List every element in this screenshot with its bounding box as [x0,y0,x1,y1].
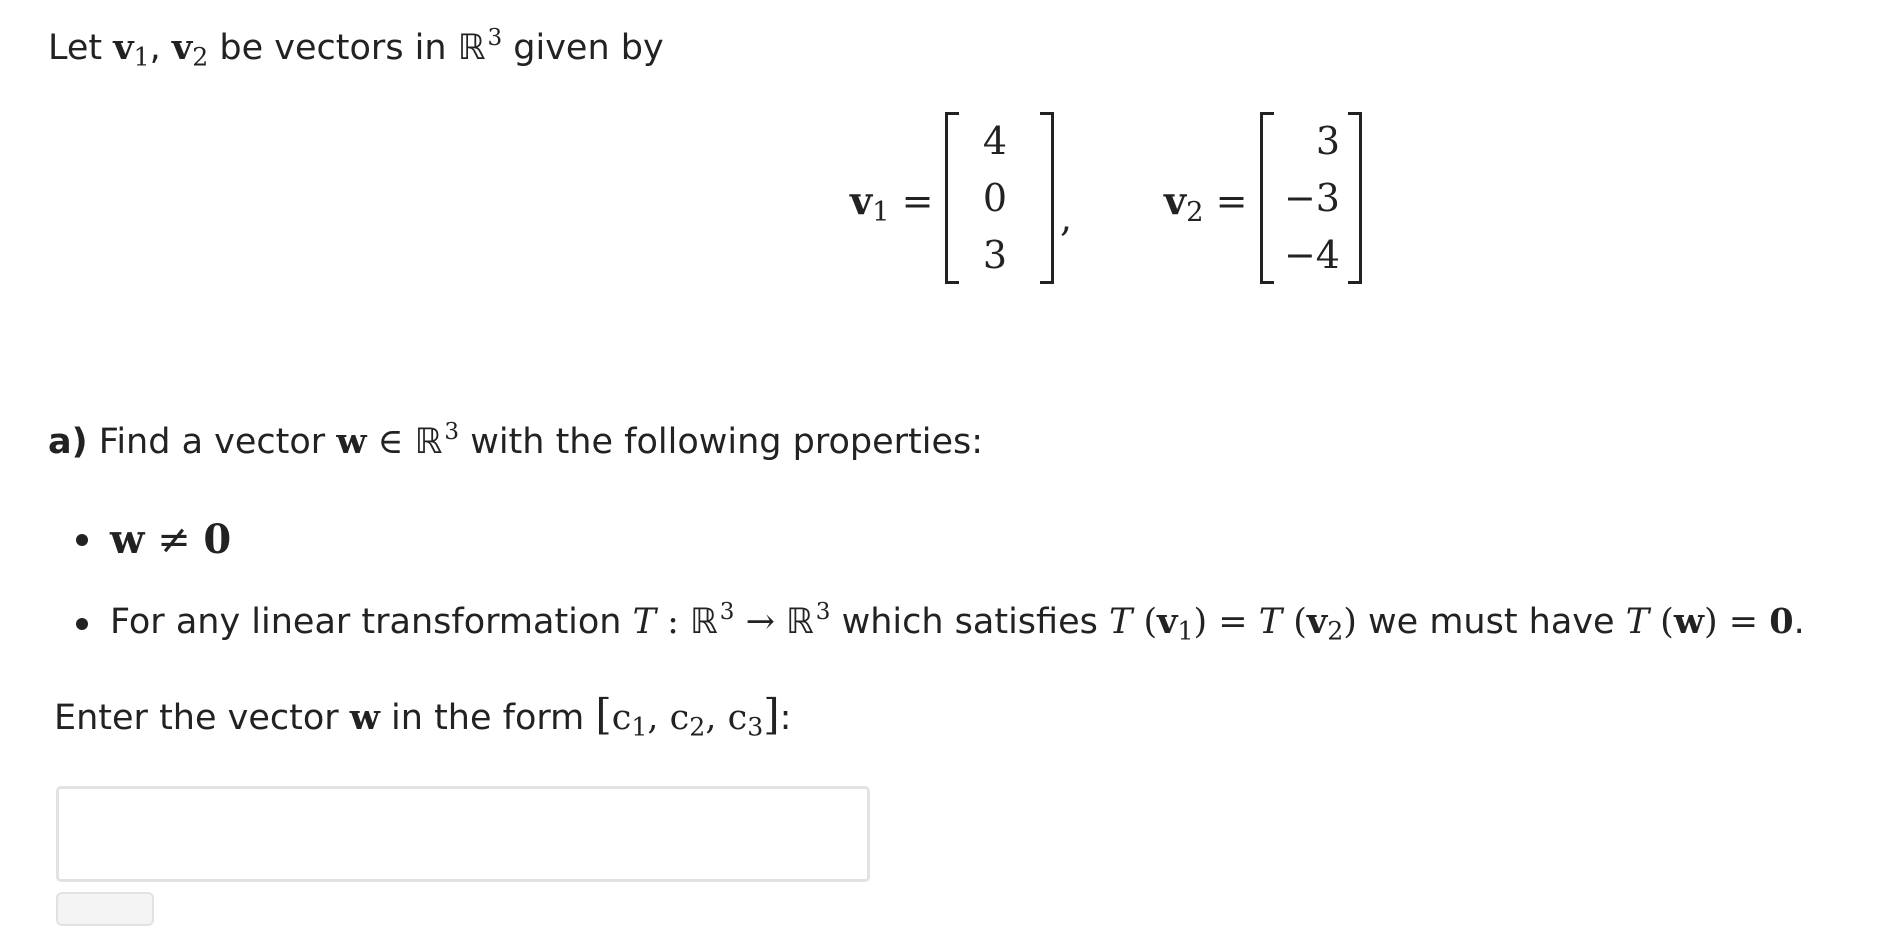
v1-symbol: v [1157,601,1178,642]
real-space-symbol: ℝ [457,28,486,68]
real-space-exponent: 3 [444,418,460,445]
vector-v1-comma: , [1060,196,1073,240]
v2-entry-3: −4 [1283,233,1340,278]
bracket-open: [ [595,690,612,739]
v1-symbol: v [113,27,134,68]
w-symbol: w [1673,601,1704,642]
vector-v1-label [850,178,934,228]
vector-v2-equals: = [1215,179,1248,223]
vector-v1-name: v [850,178,873,223]
separator: , [705,698,728,738]
w-symbol: w [110,516,145,563]
v2-symbol: v [171,27,193,68]
separator: , [647,698,670,738]
left-bracket [1260,112,1274,284]
equals-symbol: = [1207,602,1259,642]
c1-subscript: 1 [631,712,648,742]
intro-separator: , [149,28,172,68]
vector-v2-entries [1274,112,1340,284]
sentence-period: . [1793,602,1805,642]
enter-colon: : [779,698,792,738]
property-item-nonzero [76,516,232,563]
right-bracket [1040,112,1054,284]
left-bracket [945,112,959,284]
colon-symbol: : [655,602,691,642]
part-a-prompt [48,418,984,462]
v2-symbol: v [1306,601,1328,642]
enter-mid: in the form [379,698,596,738]
paren-close: ) [1703,602,1718,642]
arrow-icon: → [734,602,787,642]
enter-lead: Enter the vector [54,698,350,738]
vector-v1-definition [850,106,1073,284]
v2-entry-1: 3 [1315,118,1340,163]
v1-subscript: 1 [133,42,150,72]
paren-close: ) [1343,602,1357,642]
zero-vector-symbol: 0 [1769,601,1794,642]
vector-v2-sub: 2 [1186,196,1204,228]
v1-subscript: 1 [1177,616,1194,646]
paren-open: ( [1282,602,1307,642]
vector-v1-equals: = [901,179,934,223]
vector-v1-entries [959,112,1041,284]
right-bracket [1348,112,1362,284]
bracket-close: ] [763,690,780,739]
property-item-transformation [76,598,1805,646]
vector-v1-sub: 1 [872,196,890,228]
real-space-symbol: ℝ [414,422,443,462]
submit-button[interactable] [56,892,154,926]
transformation-mid2: we must have [1356,602,1626,642]
v2-entry-2: −3 [1283,175,1340,220]
answer-instructions [54,690,792,742]
paren-open: ( [1649,602,1674,642]
codomain-exponent: 3 [815,598,831,625]
v1-entry-2: 0 [982,175,1008,220]
c3-symbol: c [727,698,748,738]
v2-subscript: 2 [1327,616,1344,646]
intro-text [48,24,664,72]
w-symbol: w [336,421,367,462]
v2-subscript: 2 [192,42,209,72]
intro-tail: given by [502,28,664,68]
domain-space-symbol: ℝ [690,602,718,642]
vector-v2-definition [1164,106,1364,284]
transformation-mid: which satisfies [830,602,1109,642]
v1-entry-1: 4 [982,118,1008,163]
not-equal-symbol: ≠ [144,517,204,563]
c1-symbol: c [611,698,632,738]
w-symbol: w [349,697,380,738]
part-a-label: a) [48,422,88,462]
domain-exponent: 3 [719,598,735,625]
equals-symbol: = [1717,602,1770,642]
part-a-tail: with the following properties: [459,422,984,462]
answer-input[interactable] [56,786,870,882]
zero-vector-symbol: 0 [203,516,232,563]
vector-v2-label [1164,178,1248,228]
c2-subscript: 2 [689,712,706,742]
c3-subscript: 3 [747,712,764,742]
v1-entry-3: 3 [982,233,1008,278]
intro-lead: Let [48,28,114,68]
transformation-lead: For any linear transformation [110,602,633,642]
T-symbol: T [1108,602,1133,642]
codomain-space-symbol: ℝ [786,602,814,642]
paren-close: ) [1193,602,1208,642]
c2-symbol: c [669,698,690,738]
T-symbol: T [1258,602,1283,642]
T-symbol: T [1625,602,1650,642]
paren-open: ( [1132,602,1158,642]
vector-v2-name: v [1164,178,1187,223]
element-of-symbol: ∈ [366,422,415,462]
part-a-lead: Find a vector [87,422,337,462]
real-space-exponent: 3 [487,24,503,51]
T-symbol: T [632,602,656,642]
intro-mid: be vectors in [208,28,458,68]
